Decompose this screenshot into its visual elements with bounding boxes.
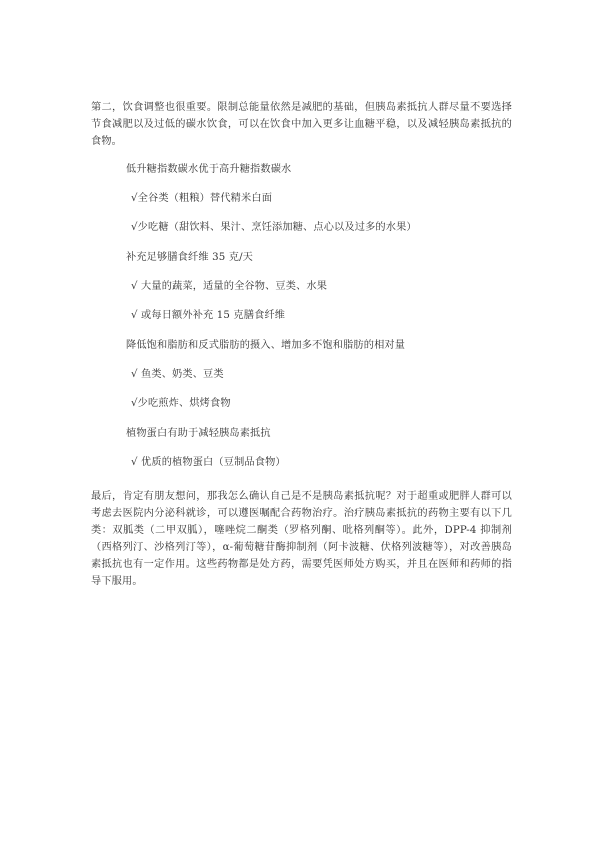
list-item: √ 优质的植物蛋白（豆制品食物） <box>131 457 286 468</box>
list-item: √全谷类（粗粮）替代精米白面 <box>131 193 273 204</box>
list-item: √ 大量的蔬菜，适量的全谷物、豆类、水果 <box>131 281 328 292</box>
closing-paragraph: 最后，肯定有朋友想问，那我怎么确认自己是不是胰岛素抵抗呢？对于超重或肥胖人群可以考虑去医院内分泌科就诊，可以遵医嘱配合药物治疗。治疗胰岛素抵抗的药物主要有以下几类：双胍类（二甲双胍），噻唑烷二酮类（罗格列酮、吡格列酮等）。此外，DPP-4 抑制剂（西格列汀、沙格列汀等），α-葡萄糖苷酶抑制剂（阿卡波糖、伏格列波糖等），对改善胰岛素抵抗也有一定作用。这些药物都是处方药，需要凭医师处方购买，并且在医师和药师的指导下服用。 <box>91 491 512 587</box>
intro-paragraph: 第二，饮食调整也很重要。限制总能量依然是减肥的基础，但胰岛素抵抗人群尽量不要选择节食减肥以及过低的碳水饮食，可以在饮食中加入更多让血糖平稳，以及减轻胰岛素抵抗的食物。 <box>91 102 512 147</box>
list-item: √少吃煎炸、烘烤食物 <box>131 398 231 409</box>
section-heading-plant-protein: 植物蛋白有助于减轻胰岛素抵抗 <box>126 428 271 439</box>
section-heading-low-gi: 低升糖指数碳水优于高升糖指数碳水 <box>126 164 292 175</box>
section-heading-fats: 降低饱和脂肪和反式脂肪的摄入、增加多不饱和脂肪的相对量 <box>126 340 406 351</box>
section-heading-fiber: 补充足够膳食纤维 35 克/天 <box>126 252 253 263</box>
list-item: √少吃糖（甜饮料、果汁、烹饪添加糖、点心以及过多的水果） <box>131 222 417 233</box>
list-item: √ 或每日额外补充 15 克膳食纤维 <box>131 310 286 321</box>
list-item: √ 鱼类、奶类、豆类 <box>131 369 224 380</box>
